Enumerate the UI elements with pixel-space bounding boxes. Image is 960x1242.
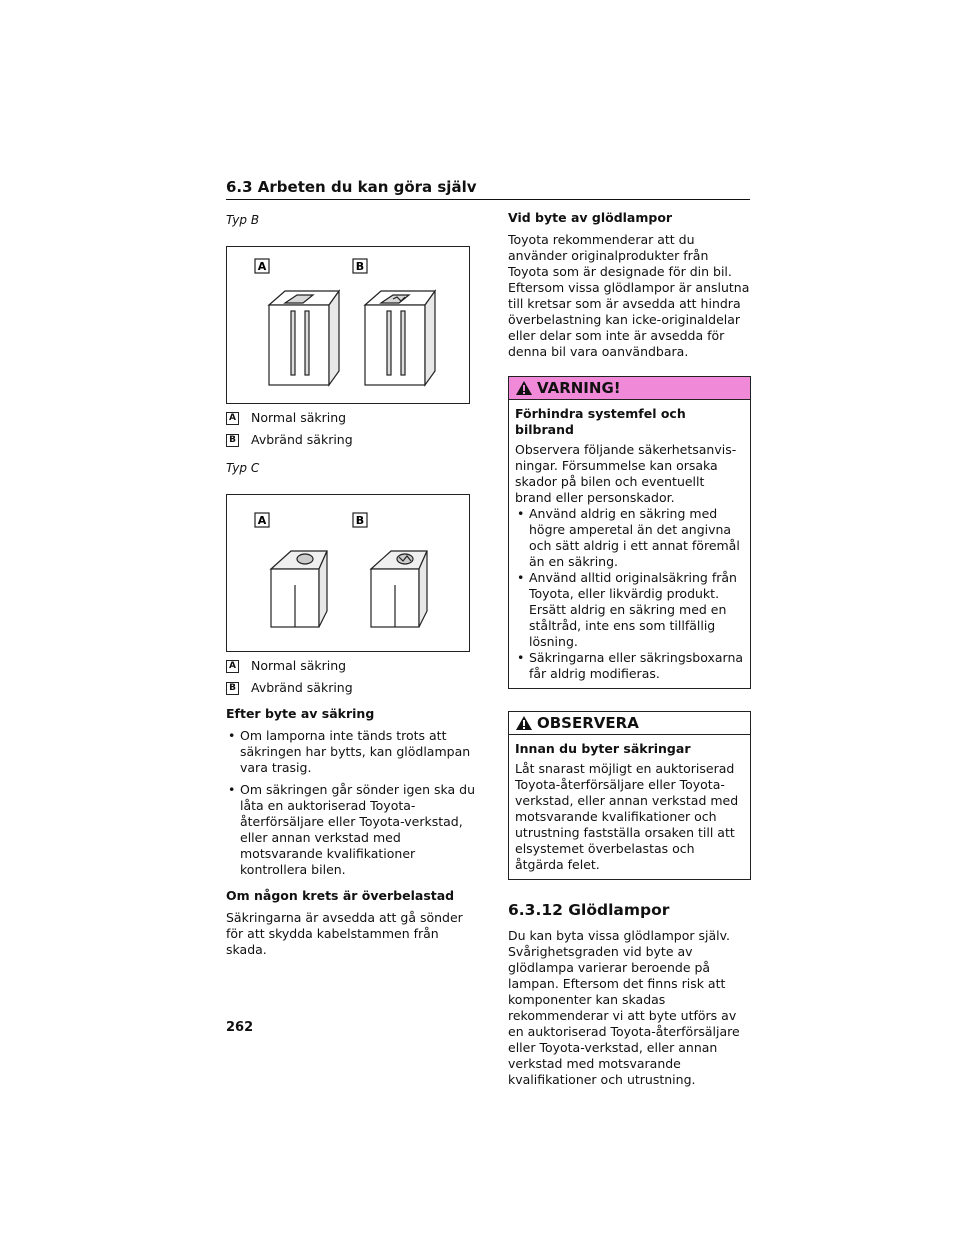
page-header (226, 178, 750, 200)
bulb-title: Vid byte av glödlampor (508, 210, 673, 225)
notice-label: OBSERVERA (537, 714, 639, 732)
legend-text-normal: Normal säkring (251, 410, 347, 425)
warning-label: VARNING! (537, 379, 621, 397)
after-bullet-2: • Om säkringen går sönder igen ska du låta en auktoriserad Toyota-återförsäljare eller Toyota-verkstad, eller annan verkstad med motsvarande kvalifikationer kontrollera bilen. (226, 782, 476, 878)
after-bullets (226, 728, 476, 878)
after-title: Efter byte av säkring (226, 706, 375, 721)
notice-sub: Innan du byter säkringar (515, 741, 691, 756)
fuse-figure-type-b (226, 246, 470, 404)
after-bullet-1: • Om lamporna inte tänds trots att säkringen har bytts, kan glödlampan vara trasig. (226, 728, 476, 776)
notice-body (509, 735, 750, 879)
caution-triangle-icon (515, 715, 533, 731)
legend-c-b (226, 680, 476, 696)
overload-text: Säkringarna är avsedda att gå sönder för att skydda kabelstammen från skada. (226, 910, 463, 957)
right-column (508, 210, 751, 1094)
legend-key-b: B (226, 682, 239, 695)
notice-box (508, 711, 751, 880)
warning-bullet-1: • Använd aldrig en säkring med högre amperetal än det angivna och sätt aldrig i ett annat föremål än en säkring. (515, 506, 744, 570)
fuse-figure-type-c (226, 494, 470, 652)
fuse-type-c-illustration (227, 495, 469, 651)
warning-triangle-icon (515, 380, 533, 396)
left-column (226, 210, 476, 964)
type-c-label: Typ C (226, 461, 260, 475)
warning-sub: Förhindra systemfel och bilbrand (515, 406, 686, 437)
warning-bullet-2: • Använd alltid originalsäkring från Toyota, eller likvärdig produkt. Ersätt aldrig en säkring med en ståltråd, inte ens som tillfällig lösning. (515, 570, 744, 650)
header-rule (226, 199, 750, 200)
fig-c-label-b: B (355, 514, 365, 527)
legend-text-normal: Normal säkring (251, 658, 347, 673)
warning-bullet-3: • Säkringarna eller säkringsboxarna får aldrig modifieras. (515, 650, 744, 682)
section-title: 6.3.12 Glödlampor (508, 901, 670, 919)
bulb-text: Toyota rekommenderar att du använder originalprodukter från Toyota som är designade för din bil. Eftersom vissa glödlampor är anslutna till kretsar som är avsedda att hindra överbelastning kan icke-originaldelar eller delar som inte är avsedda för denna bil vara oanvändbara. (508, 232, 750, 359)
warning-body (509, 400, 750, 688)
fuse-type-b-illustration (227, 247, 469, 403)
warning-header (509, 377, 750, 400)
warning-box (508, 376, 751, 689)
type-b-label: Typ B (226, 213, 260, 227)
legend-b-a (226, 410, 476, 426)
section-header-title: 6.3 Arbeten du kan göra själv (226, 178, 477, 196)
legend-c-a (226, 658, 476, 674)
fig-c-label-a: A (257, 514, 267, 527)
legend-key-a: A (226, 660, 239, 673)
blown-fuse-type-c-icon (371, 551, 427, 627)
legend-key-a: A (226, 412, 239, 425)
legend-text-blown: Avbränd säkring (251, 680, 353, 695)
legend-key-b: B (226, 434, 239, 447)
warning-text: Observera följande säkerhetsanvis-ningar. Försummelse kan orsaka skador på bilen och eventuellt brand eller personskador. (515, 442, 737, 505)
blown-fuse-type-b-icon (365, 291, 435, 385)
warning-bullets (515, 506, 744, 682)
notice-header (509, 712, 750, 735)
legend-text-blown: Avbränd säkring (251, 432, 353, 447)
notice-text: Låt snarast möjligt en auktoriserad Toyota-återförsäljare eller Toyota-verkstad, eller annan verkstad med motsvarande kvalifikationer och utrustning fastställa orsaken till att elsystemet överbelastas och åtgärda felet. (515, 761, 739, 872)
legend-b-b (226, 432, 476, 448)
fig-b-label-a: A (257, 260, 267, 273)
fig-b-label-b: B (355, 260, 365, 273)
normal-fuse-type-c-icon (271, 551, 327, 627)
overload-title: Om någon krets är överbelastad (226, 888, 455, 903)
normal-fuse-type-b-icon (269, 291, 339, 385)
page-number: 262 (226, 1020, 254, 1035)
section-text: Du kan byta vissa glödlampor själv. Svårighetsgraden vid byte av glödlampa varierar beroende på lampan. Eftersom det finns risk att komponenter kan skadas rekommenderar vi att byte utförs av en auktoriserad Toyota-återförsäljare eller Toyota-verkstad, eller annan verkstad med motsvarande kvalifikationer och utrustning. (508, 928, 740, 1087)
